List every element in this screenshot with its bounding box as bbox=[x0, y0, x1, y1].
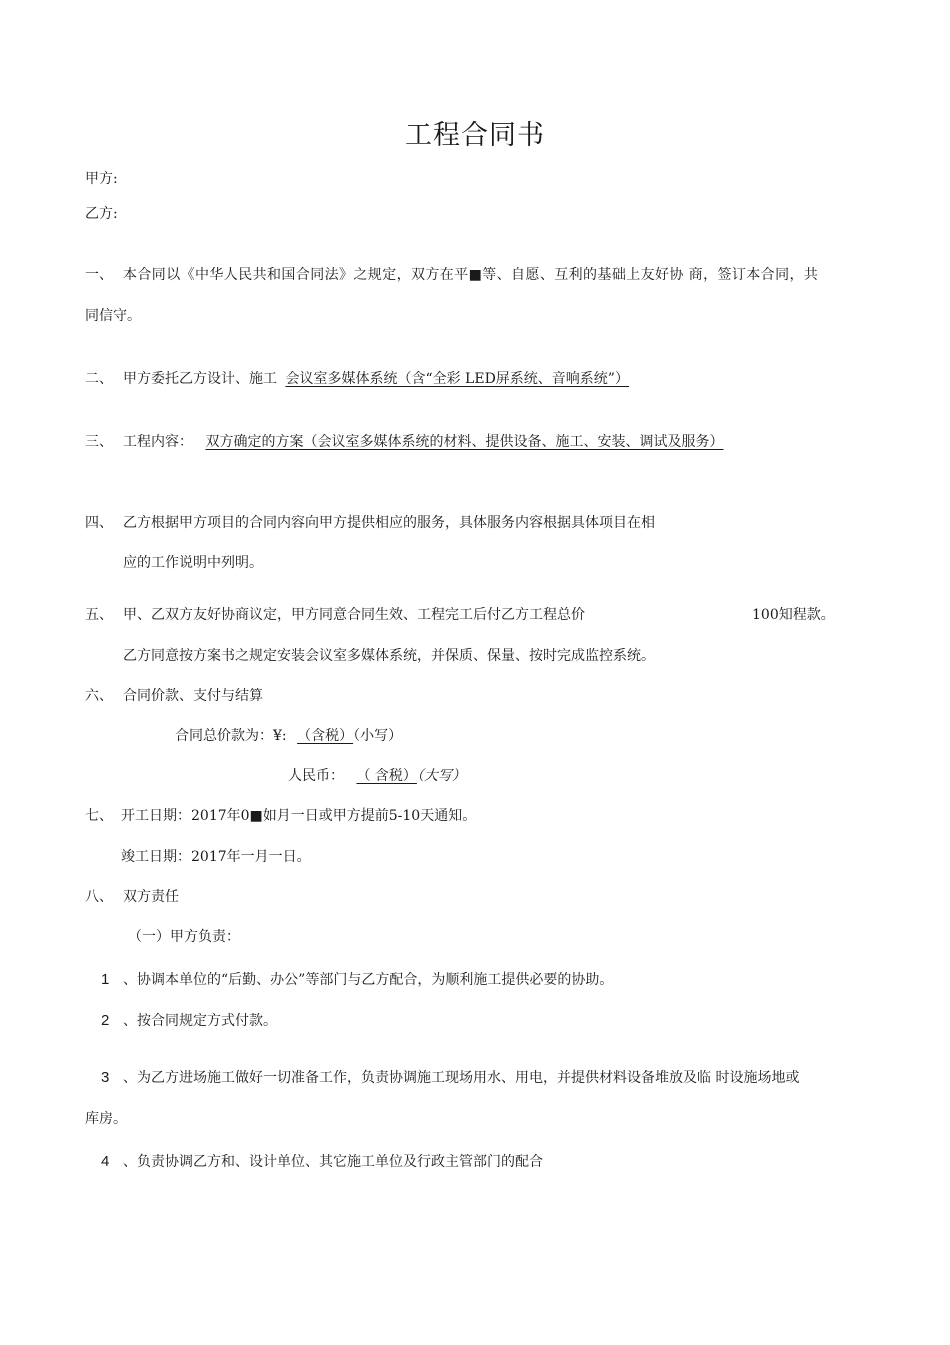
section-3-underlined: 双方确定的方案（会议室多媒体系统的材料、提供设备、施工、安装、调试及服务） bbox=[205, 434, 724, 450]
party-a-label: 甲方: bbox=[85, 171, 118, 187]
duty-4-number: 4 bbox=[101, 1153, 110, 1170]
contract-price-tax: （含税） bbox=[297, 728, 354, 744]
rmb-line bbox=[288, 767, 466, 785]
section-8-number: 八、 bbox=[85, 889, 113, 905]
section-1-number: 一、 bbox=[85, 267, 113, 283]
section-4-line-1: 乙方根据甲方项目的合同内容向甲方提供相应的服务，具体服务内容根据具体项目在相 bbox=[123, 515, 655, 531]
page-title: 工程合同书 bbox=[405, 120, 545, 151]
rmb-label: 人民币： bbox=[288, 768, 344, 784]
section-5-number: 五、 bbox=[85, 607, 113, 623]
end-date: 竣工日期：2017年一月一日。 bbox=[121, 849, 311, 865]
section-2-number: 二、 bbox=[85, 371, 113, 387]
section-1-line-2: 同信守。 bbox=[85, 308, 141, 324]
party-a-duties-heading: （一）甲方负责： bbox=[128, 929, 240, 945]
duty-1-number: 1 bbox=[101, 971, 110, 988]
section-6-heading: 合同价款、支付与结算 bbox=[123, 688, 263, 704]
contract-price-small: （小写） bbox=[353, 728, 403, 744]
section-3-number: 三、 bbox=[85, 434, 113, 450]
contract-price-line bbox=[175, 727, 402, 745]
section-2-underlined: 会议室多媒体系统（含“全彩 LED屏系统、音响系统”） bbox=[285, 371, 629, 387]
section-6-number: 六、 bbox=[85, 688, 113, 704]
section-7-number: 七、 bbox=[85, 808, 113, 824]
section-4-line-2: 应的工作说明中列明。 bbox=[123, 555, 263, 571]
party-b-label: 乙方: bbox=[85, 206, 118, 222]
start-date: 开工日期：2017年0■如月一日或甲方提前5-10天通知。 bbox=[121, 808, 477, 824]
section-2-prefix: 甲方委托乙方设计、施工 bbox=[123, 371, 277, 387]
section-8-heading: 双方责任 bbox=[123, 889, 179, 905]
duty-4-text: 、负责协调乙方和、设计单位、其它施工单位及行政主管部门的配合 bbox=[123, 1154, 543, 1170]
section-5-line-2: 乙方同意按方案书之规定安装会议室多媒体系统，并保质、保量、按时完成监控系统。 bbox=[123, 648, 655, 664]
rmb-big: （大写） bbox=[416, 768, 466, 784]
duty-2-number: 2 bbox=[101, 1012, 110, 1029]
rmb-tax: （ 含税） bbox=[356, 768, 417, 784]
section-3-text bbox=[123, 433, 723, 451]
section-5-line-1-amount: 100知程款。 bbox=[752, 607, 835, 623]
duty-3-text: 、为乙方进场施工做好一切准备工作，负责协调施工现场用水、用电，并提供材料设备堆放及临 时设施场地或 bbox=[123, 1070, 800, 1086]
duty-1-text: 、协调本单位的“后勤、办公”等部门与乙方配合，为顺利施工提供必要的协助。 bbox=[123, 972, 614, 988]
duty-3-number: 3 bbox=[101, 1069, 110, 1086]
section-3-prefix: 工程内容： bbox=[123, 434, 193, 450]
section-5-line-1: 甲、乙双方友好协商议定，甲方同意合同生效、工程完工后付乙方工程总价 bbox=[123, 607, 585, 623]
section-4-number: 四、 bbox=[85, 515, 113, 531]
duty-2-text: 、按合同规定方式付款。 bbox=[123, 1013, 277, 1029]
section-1-line-1: 本合同以《中华人民共和国合同法》之规定，双方在平■等、自愿、互利的基础上友好协 商，签订本合同，共 bbox=[123, 267, 819, 283]
contract-price-label: 合同总价款为：¥: bbox=[175, 728, 287, 744]
section-2-text bbox=[123, 370, 629, 388]
duty-3-continuation: 库房。 bbox=[85, 1111, 127, 1127]
